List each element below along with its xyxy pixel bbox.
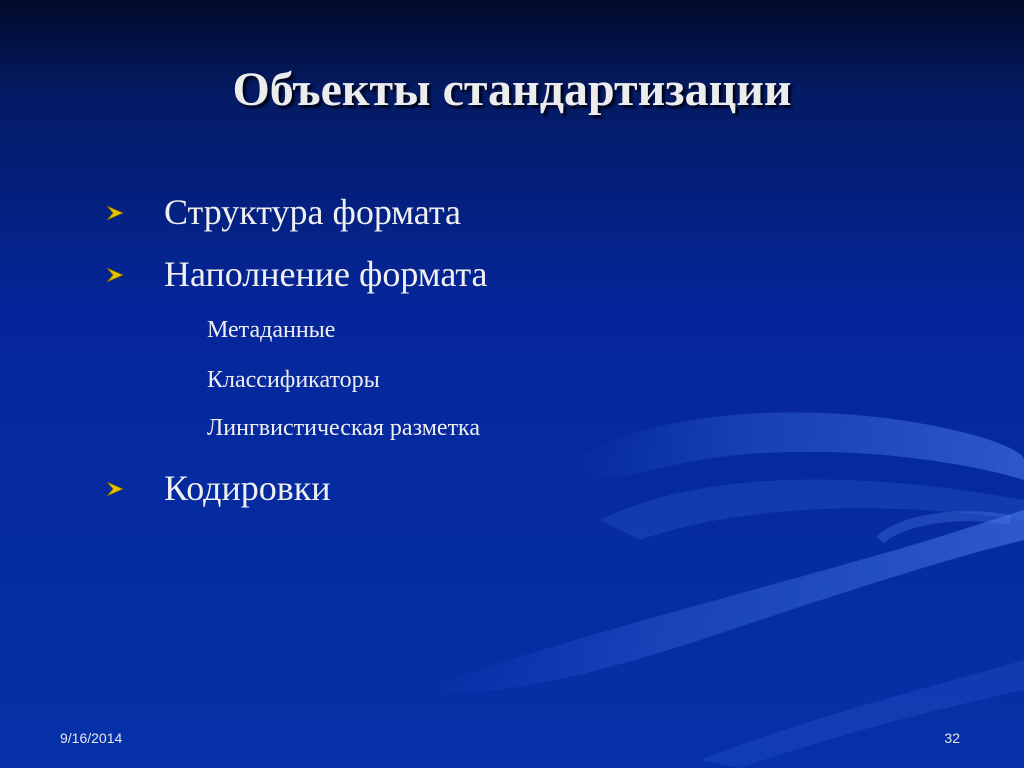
sub-item-classifiers: Классификаторы <box>207 367 380 393</box>
arrow-bullet-icon <box>106 481 124 497</box>
sub-item-linguistic-markup: Лингвистическая разметка <box>207 415 480 441</box>
bullet-label: Структура формата <box>164 192 461 232</box>
bullet-label: Кодировки <box>164 468 331 508</box>
slide-title: Объекты стандартизации <box>232 63 792 116</box>
arrow-bullet-icon <box>106 267 124 283</box>
sub-item-metadata: Метаданные <box>207 317 336 343</box>
footer-date: 9/16/2014 <box>60 730 123 746</box>
bullet-label: Наполнение формата <box>164 254 488 294</box>
arrow-bullet-icon <box>106 205 124 221</box>
page-number: 32 <box>944 730 960 746</box>
